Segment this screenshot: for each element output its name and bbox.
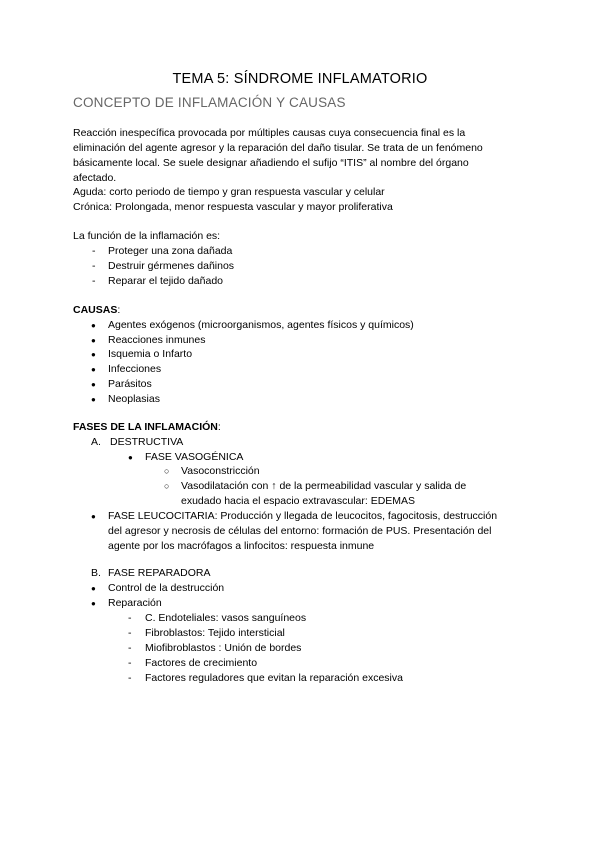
list-item: Agentes exógenos (microorganismos, agentes físicos y químicos) (108, 319, 414, 331)
colon: : (117, 304, 121, 316)
causas-heading: CAUSAS (73, 304, 118, 316)
leucocitaria-line: FASE LEUCOCITARIA: Producción y llegada de leucocitos, fagocitosis, destrucción (108, 510, 498, 522)
bullet-marker: ● (128, 453, 133, 462)
list-item: C. Endoteliales: vasos sanguíneos (145, 612, 307, 624)
bullet-marker: ● (91, 380, 96, 389)
phase-a-label: DESTRUCTIVA (110, 436, 184, 448)
list-item: Fibroblastos: Tejido intersticial (145, 627, 285, 639)
dash-marker: - (92, 260, 96, 272)
dash-marker: - (128, 672, 132, 684)
list-item: Reparación (108, 597, 162, 609)
bullet-marker: ● (91, 336, 96, 345)
page-title: TEMA 5: SÍNDROME INFLAMATORIO (172, 71, 428, 87)
fases-heading-row (73, 420, 221, 435)
fases-heading: FASES DE LA INFLAMACIÓN (73, 421, 218, 433)
bullet-marker: ● (91, 365, 96, 374)
list-item: Miofibroblastos : Unión de bordes (145, 642, 302, 654)
bullet-marker: ● (91, 599, 96, 608)
dash-marker: - (92, 245, 96, 257)
colon: : (217, 421, 221, 433)
list-item: Reacciones inmunes (108, 334, 206, 346)
circle-marker: ○ (164, 466, 170, 476)
list-item: Neoplasias (108, 393, 160, 405)
dash-marker: - (128, 627, 132, 639)
list-item: Parásitos (108, 378, 152, 390)
bullet-marker: ● (91, 350, 96, 359)
list-letter: B. (91, 567, 101, 579)
list-item: Vasoconstricción (181, 465, 260, 477)
dash-marker: - (128, 642, 132, 654)
bullet-marker: ● (91, 321, 96, 330)
list-item: Reparar el tejido dañado (108, 275, 223, 287)
list-item: Infecciones (108, 363, 162, 375)
funcion-heading: La función de la inflamación es: (73, 230, 221, 242)
bullet-marker: ● (91, 512, 96, 521)
list-item: Destruir gérmenes dañinos (108, 260, 235, 272)
section-subtitle: CONCEPTO DE INFLAMACIÓN Y CAUSAS (73, 95, 346, 110)
leucocitaria-line: agente por los macrófagos a linfocitos: respuesta inmune (108, 540, 375, 552)
causas-heading-row (73, 303, 120, 318)
leucocitaria-line: del agresor y necrosis de células del entorno: formación de PUS. Presentación del (108, 525, 492, 537)
list-item: Factores de crecimiento (145, 657, 258, 669)
cronica-text: Crónica: Prolongada, menor respuesta vascular y mayor proliferativa (73, 201, 393, 213)
intro-line: eliminación del agente agresor y la reparación del daño tisular. Se trata de un fenómeno (73, 142, 483, 154)
intro-line: Reacción inespecífica provocada por múltiples causas cuya consecuencia final es la (73, 127, 466, 139)
circle-marker: ○ (164, 481, 170, 491)
bullet-marker: ● (91, 584, 96, 593)
dash-marker: - (128, 612, 132, 624)
bullet-marker: ● (91, 395, 96, 404)
dash-marker: - (92, 275, 96, 287)
list-item: Vasodilatación con ↑ de la permeabilidad vascular y salida de (181, 480, 467, 492)
list-item: Control de la destrucción (108, 582, 225, 594)
intro-line: básicamente local. Se suele designar añadiendo el sufijo “ITIS” al nombre del órgano (73, 157, 469, 169)
phase-b-label: FASE REPARADORA (108, 567, 211, 579)
aguda-text: Aguda: corto periodo de tiempo y gran respuesta vascular y celular (73, 186, 385, 198)
vasogenica-label: FASE VASOGÉNICA (145, 451, 244, 463)
list-item: Proteger una zona dañada (108, 245, 233, 257)
intro-line: afectado. (73, 172, 117, 184)
dash-marker: - (128, 657, 132, 669)
list-letter: A. (91, 436, 101, 448)
list-item: Isquemia o Infarto (108, 348, 193, 360)
list-item-continuation: exudado hacia el espacio extravascular: EDEMAS (181, 495, 416, 507)
list-item: Factores reguladores que evitan la reparación excesiva (145, 672, 403, 684)
